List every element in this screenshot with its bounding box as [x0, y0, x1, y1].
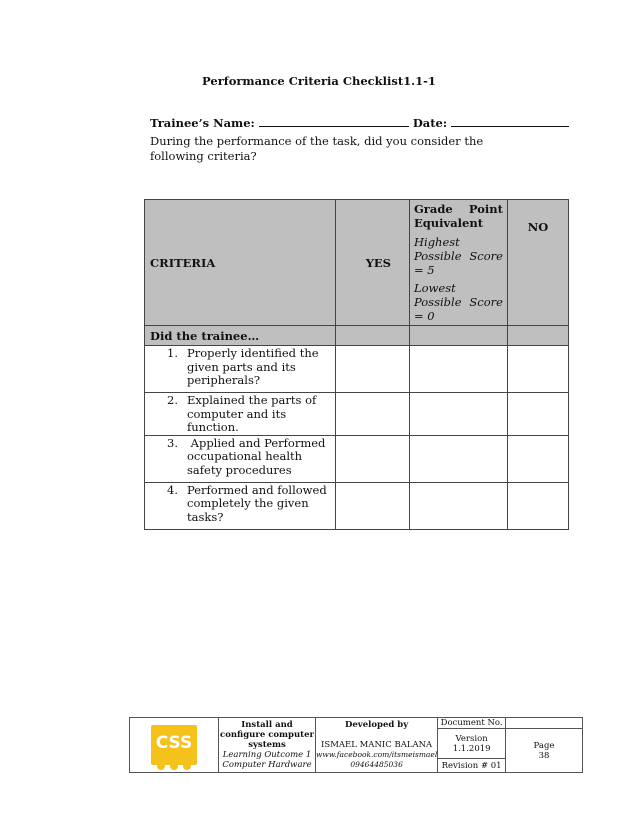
module-title: Install and configure computer systems	[220, 720, 314, 750]
module-subject: Computer Hardware	[222, 760, 312, 770]
row-number: 1.	[167, 346, 178, 360]
logo-cell	[130, 718, 219, 773]
module-outcome: Learning Outcome 1	[222, 750, 312, 760]
criteria-cell	[145, 435, 336, 482]
developer-cell	[316, 718, 438, 773]
table-row	[145, 435, 569, 482]
table-row	[145, 393, 569, 436]
row-number: 3.	[167, 435, 178, 450]
no-cell[interactable]	[507, 393, 568, 436]
revision-cell: Revision # 01	[438, 759, 506, 773]
page-label: Page	[533, 740, 555, 751]
criteria-cell	[145, 482, 336, 529]
grade-cell[interactable]	[409, 393, 507, 436]
grade-line2: Equivalent	[413, 216, 484, 230]
table-row	[145, 346, 569, 393]
table-header-row	[145, 200, 569, 326]
page-cell	[506, 729, 583, 773]
grade-line1: Grade Point	[413, 202, 503, 216]
grade-point-header	[409, 200, 507, 326]
developer-name: ISMAEL MANIC BALANA	[321, 740, 433, 750]
date-field[interactable]	[451, 116, 569, 127]
criteria-table	[144, 199, 569, 530]
trainee-name-label: Trainee’s Name:	[150, 116, 255, 130]
grade-cell[interactable]	[409, 435, 507, 482]
criteria-text: Applied and Performed occupational health safety procedures	[187, 435, 330, 477]
date-label: Date:	[412, 116, 448, 130]
module-cell	[219, 718, 316, 773]
css-logo-icon: CSS	[151, 725, 197, 765]
no-cell[interactable]	[507, 346, 568, 393]
criteria-header: CRITERIA	[145, 200, 336, 326]
page-title: Performance Criteria Checklist1.1-1	[202, 74, 436, 88]
subheader-row	[145, 326, 569, 346]
no-cell[interactable]	[507, 482, 568, 529]
version-value: 1.1.2019	[452, 743, 491, 754]
version-label: Version	[455, 733, 488, 744]
yes-cell[interactable]	[335, 346, 409, 393]
subheader-label: Did the trainee…	[145, 326, 336, 346]
table-row	[145, 482, 569, 529]
yes-cell[interactable]	[335, 435, 409, 482]
criteria-text: Properly identified the given parts and its peripherals?	[187, 346, 319, 387]
trainee-date-line	[150, 116, 569, 130]
criteria-text: Performed and followed completely the given tasks?	[187, 482, 327, 524]
page-number: 38	[538, 750, 550, 761]
yes-cell[interactable]	[335, 482, 409, 529]
criteria-text: Explained the parts of computer and its function.	[187, 393, 317, 434]
no-cell[interactable]	[507, 435, 568, 482]
developer-url: www.facebook.com/itsmeismael	[316, 750, 438, 759]
grade-cell[interactable]	[409, 482, 507, 529]
version-cell	[438, 729, 506, 759]
yes-header: YES	[335, 200, 409, 326]
highest-score: Highest Possible Score = 5	[413, 235, 503, 277]
document-number-label: Document No.	[438, 718, 506, 729]
criteria-cell	[145, 393, 336, 436]
row-number: 2.	[167, 393, 178, 407]
row-number: 4.	[167, 482, 178, 497]
developed-by-label: Developed by	[345, 720, 409, 730]
intro-text: During the performance of the task, did you consider the following criteria?	[150, 134, 484, 163]
developer-phone: 09464485036	[350, 760, 403, 769]
trainee-name-field[interactable]	[259, 116, 409, 127]
yes-cell[interactable]	[335, 393, 409, 436]
footer-table	[129, 717, 583, 773]
no-header: NO	[507, 200, 568, 326]
criteria-cell	[145, 346, 336, 393]
grade-cell[interactable]	[409, 346, 507, 393]
lowest-score: Lowest Possible Score = 0	[413, 281, 503, 323]
